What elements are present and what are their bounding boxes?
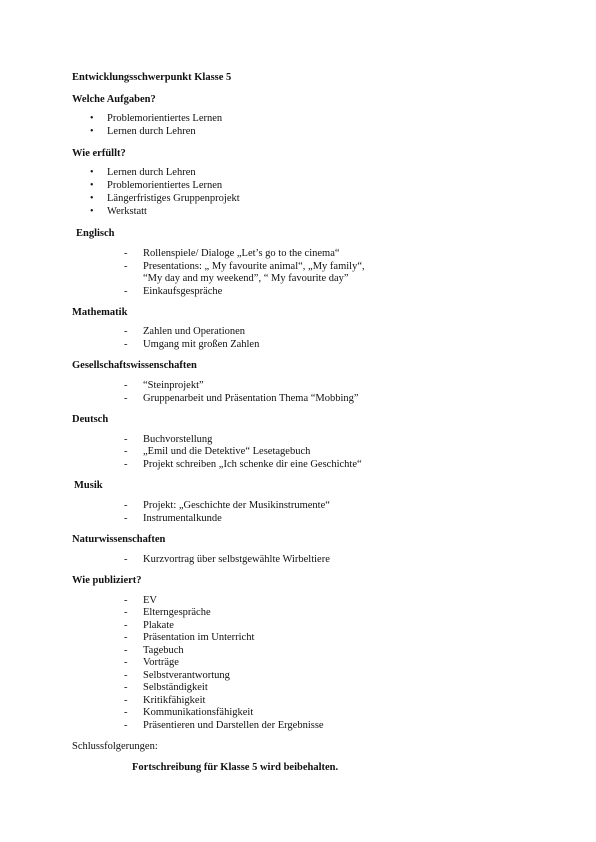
heading-naturwissenschaften: Naturwissenschaften bbox=[72, 534, 166, 545]
list-item: „Emil und die Detektive“ Lesetagebuch bbox=[143, 446, 311, 457]
list-item: Lernen durch Lehren bbox=[107, 167, 196, 178]
list-item: Präsentation im Unterricht bbox=[143, 632, 255, 643]
list-item: Plakate bbox=[143, 620, 174, 631]
dash-icon: - bbox=[124, 554, 128, 565]
bullet-icon: • bbox=[90, 113, 94, 124]
list-item: Presentations: „ My favourite animal“, „My family“, bbox=[143, 261, 365, 272]
conclusion-label: Schlussfolgerungen: bbox=[72, 741, 158, 752]
dash-icon: - bbox=[124, 620, 128, 631]
list-item: Längerfristiges Gruppenprojekt bbox=[107, 193, 240, 204]
dash-icon: - bbox=[124, 500, 128, 511]
bullet-icon: • bbox=[90, 126, 94, 137]
dash-icon: - bbox=[124, 459, 128, 470]
dash-icon: - bbox=[124, 657, 128, 668]
heading-erfuellt: Wie erfüllt? bbox=[72, 148, 126, 159]
heading-aufgaben: Welche Aufgaben? bbox=[72, 94, 156, 105]
dash-icon: - bbox=[124, 595, 128, 606]
dash-icon: - bbox=[124, 513, 128, 524]
heading-gesellschaftswissenschaften: Gesellschaftswissenschaften bbox=[72, 360, 197, 371]
list-item: Gruppenarbeit und Präsentation Thema “Mobbing” bbox=[143, 393, 359, 404]
dash-icon: - bbox=[124, 695, 128, 706]
dash-icon: - bbox=[124, 339, 128, 350]
document-title: Entwicklungsschwerpunkt Klasse 5 bbox=[72, 72, 232, 83]
bullet-icon: • bbox=[90, 180, 94, 191]
list-item: Kommunikationsfähigkeit bbox=[143, 707, 254, 718]
bullet-icon: • bbox=[90, 167, 94, 178]
list-item: Vorträge bbox=[143, 657, 179, 668]
conclusion-text: Fortschreibung für Klasse 5 wird beibehalten. bbox=[132, 762, 339, 773]
dash-icon: - bbox=[124, 720, 128, 731]
heading-englisch: Englisch bbox=[76, 228, 115, 239]
list-item-continuation: “My day and my weekend”, “ My favourite day” bbox=[143, 273, 349, 284]
heading-mathematik: Mathematik bbox=[72, 307, 128, 318]
heading-musik: Musik bbox=[74, 480, 103, 491]
dash-icon: - bbox=[124, 632, 128, 643]
dash-icon: - bbox=[124, 645, 128, 656]
list-item: Rollenspiele/ Dialoge „Let’s go to the cinema“ bbox=[143, 248, 340, 259]
dash-icon: - bbox=[124, 434, 128, 445]
list-item: EV bbox=[143, 595, 157, 606]
heading-deutsch: Deutsch bbox=[72, 414, 109, 425]
list-item: Lernen durch Lehren bbox=[107, 126, 196, 137]
list-item: Projekt schreiben „Ich schenke dir eine Geschichte“ bbox=[143, 459, 362, 470]
list-item: Selbständigkeit bbox=[143, 682, 208, 693]
list-item: Zahlen und Operationen bbox=[143, 326, 246, 337]
list-item: Umgang mit großen Zahlen bbox=[143, 339, 260, 350]
heading-publiziert: Wie publiziert? bbox=[72, 575, 142, 586]
dash-icon: - bbox=[124, 707, 128, 718]
list-item: Problemorientiertes Lernen bbox=[107, 113, 223, 124]
list-item: Buchvorstellung bbox=[143, 434, 213, 445]
list-item: Kurzvortrag über selbstgewählte Wirbeltiere bbox=[143, 554, 330, 565]
dash-icon: - bbox=[124, 261, 128, 272]
list-item: Instrumentalkunde bbox=[143, 513, 222, 524]
list-item: Einkaufsgespräche bbox=[143, 286, 223, 297]
list-item: Problemorientiertes Lernen bbox=[107, 180, 223, 191]
dash-icon: - bbox=[124, 326, 128, 337]
dash-icon: - bbox=[124, 682, 128, 693]
dash-icon: - bbox=[124, 446, 128, 457]
list-item: Elterngespräche bbox=[143, 607, 211, 618]
dash-icon: - bbox=[124, 380, 128, 391]
bullet-icon: • bbox=[90, 193, 94, 204]
list-item: Präsentieren und Darstellen der Ergebnisse bbox=[143, 720, 324, 731]
dash-icon: - bbox=[124, 248, 128, 259]
dash-icon: - bbox=[124, 670, 128, 681]
dash-icon: - bbox=[124, 286, 128, 297]
list-item: “Steinprojekt” bbox=[143, 380, 204, 391]
dash-icon: - bbox=[124, 607, 128, 618]
list-item: Tagebuch bbox=[143, 645, 184, 656]
dash-icon: - bbox=[124, 393, 128, 404]
list-item: Kritikfähigkeit bbox=[143, 695, 206, 706]
list-item: Projekt: „Geschichte der Musikinstrumente“ bbox=[143, 500, 330, 511]
bullet-icon: • bbox=[90, 206, 94, 217]
list-item: Werkstatt bbox=[107, 206, 147, 217]
list-item: Selbstverantwortung bbox=[143, 670, 230, 681]
